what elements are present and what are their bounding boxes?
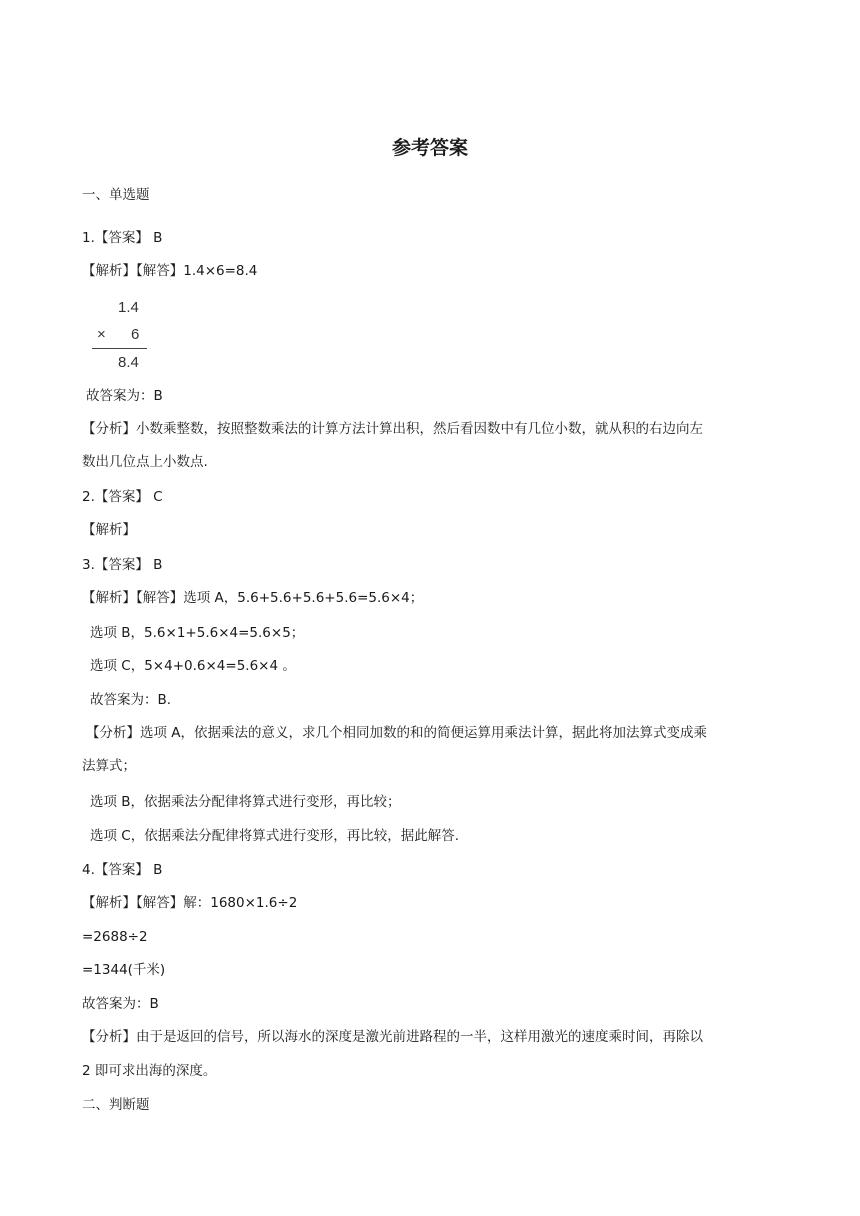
q1-answer: 1.【答案】 B <box>82 230 163 246</box>
page-title: 参考答案 <box>391 137 468 159</box>
q1-vertical-multiplication <box>92 299 152 375</box>
calc-multiplier: 6 <box>131 326 140 343</box>
q2-explanation: 【解析】 <box>82 522 136 538</box>
q3-analysis-line-1: 【分析】选项 A，依据乘法的意义，求几个相同加数的和的简便运算用乘法计算，据此将加法算式变成乘 <box>86 725 708 741</box>
q4-analysis-line-1: 【分析】由于是返回的信号，所以海水的深度是激光前进路程的一半，这样用激光的速度乘时间，再除以 <box>82 1029 703 1045</box>
section-heading-single-choice: 一、单选题 <box>82 187 150 203</box>
q4-step-2: =1344(千米) <box>82 962 166 978</box>
q2-answer: 2.【答案】 C <box>82 489 163 505</box>
q1-analysis-line-1: 【分析】小数乘整数，按照整数乘法的计算方法计算出积，然后看因数中有几位小数，就从积的右边向左 <box>82 421 703 437</box>
q3-option-c: 选项 C，5×4+0.6×4=5.6×4 。 <box>90 658 296 674</box>
section-heading-true-false: 二、判断题 <box>82 1097 150 1113</box>
q3-explanation: 【解析】【解答】选项 A，5.6+5.6+5.6+5.6=5.6×4； <box>82 590 424 606</box>
q4-analysis-line-2: 2 即可求出海的深度。 <box>82 1063 217 1079</box>
q4-conclusion: 故答案为：B <box>82 996 159 1012</box>
q3-analysis-line-3: 选项 B，依据乘法分配律将算式进行变形，再比较； <box>90 794 401 810</box>
q3-analysis-line-2: 法算式； <box>82 758 136 774</box>
calc-rule-line <box>92 348 147 349</box>
q3-conclusion: 故答案为：B. <box>90 692 172 708</box>
q3-option-b: 选项 B，5.6×1+5.6×4=5.6×5； <box>90 625 305 641</box>
q4-step-1: =2688÷2 <box>82 929 148 945</box>
calc-times-sign: × <box>97 326 106 343</box>
q1-conclusion: 故答案为：B <box>86 388 163 404</box>
q1-explanation: 【解析】【解答】1.4×6=8.4 <box>82 263 258 279</box>
q1-analysis-line-2: 数出几位点上小数点. <box>82 454 208 470</box>
calc-multiplicand: 1.4 <box>118 299 139 316</box>
calc-product: 8.4 <box>118 354 139 371</box>
q3-answer: 3.【答案】 B <box>82 557 163 573</box>
q4-answer: 4.【答案】 B <box>82 862 163 878</box>
q4-explanation: 【解析】【解答】解：1680×1.6÷2 <box>82 895 298 911</box>
q3-analysis-line-4: 选项 C，依据乘法分配律将算式进行变形，再比较，据此解答. <box>90 828 460 844</box>
